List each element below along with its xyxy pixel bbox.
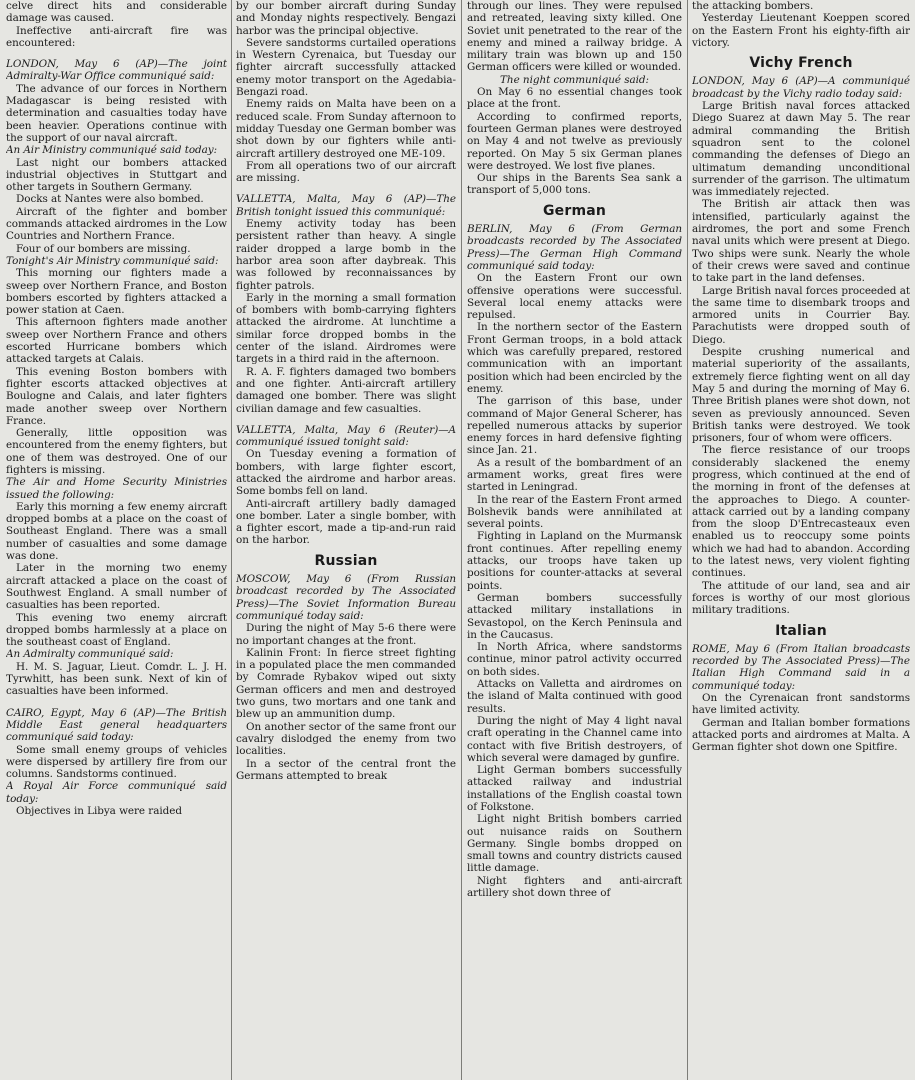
article-paragraph: According to confirmed reports, fourteen German planes were destroyed on May 4 and not twelve as previously reported. On May 5 six German planes were destroyed. We lost five planes. <box>467 110 682 172</box>
communique-intro: ROME, May 6 (From Italian broadcasts recorded by The Associated Press)—The Italian High Command said in a communiqué today: <box>692 642 910 692</box>
article-paragraph: The British air attack then was intensified, particularly against the airdromes, the port and some French naval units which were present at Diego. Two ships were sunk. Nearly the whole of their crews were saved and continue to take part in the land defenses. <box>692 198 910 285</box>
article-paragraph: This afternoon fighters made another sweep over Northern France and others escorted Hurricane bombers which attacked targets at Calais. <box>6 316 227 366</box>
article-paragraph: This morning our fighters made a sweep over Northern France, and Boston bombers escorted by fighters attacked a power station at Caen. <box>6 267 227 317</box>
article-paragraph: In North Africa, where sandstorms continue, minor patrol activity occurred on both sides. <box>467 641 682 678</box>
article-paragraph: On the Eastern Front our own offensive operations were successful. Several local enemy attacks were repulsed. <box>467 272 682 322</box>
article-paragraph: The garrison of this base, under command of Major General Scherer, has repelled numerous attacks by superior enemy forces in hard defensive fighting since Jan. 21. <box>467 395 682 457</box>
communique-intro: The Air and Home Security Ministries issued the following: <box>6 476 227 501</box>
article-paragraph: the attacking bombers. <box>692 0 814 12</box>
article-paragraph: Enemy raids on Malta have been on a reduced scale. From Sunday afternoon to midday Tuesday one German bomber was shot down by our fighters while anti-aircraft artillery destroyed one ME-109. <box>236 98 456 160</box>
article-paragraph: celve direct hits and considerable damage was caused. <box>6 0 227 25</box>
article-paragraph: On Tuesday evening a formation of bombers, with large fighter escort, attacked the airdrome and harbor areas. Some bombs fell on land. <box>236 448 456 498</box>
column-4 <box>692 0 910 1080</box>
article-paragraph: Ineffective anti-aircraft fire was encountered: <box>6 24 227 49</box>
article-paragraph: This evening Boston bombers with fighter escorts attacked objectives at Boulogne and Calais, and later fighters made another sweep over Northern France. <box>6 365 227 427</box>
article-paragraph: R. A. F. fighters damaged two bombers and one fighter. Anti-aircraft artillery damaged one bomber. There was slight civilian damage and few casualties. <box>236 365 456 415</box>
article-paragraph: German bombers successfully attacked military installations in Sevastopol, on the Kerch Peninsula and in the Caucasus. <box>467 591 682 641</box>
article-paragraph: Severe sandstorms curtailed operations in Western Cyrenaica, but Tuesday our fighter aircraft successfully attacked enemy motor transport on the Agedabia-Bengazi road. <box>236 36 456 99</box>
column-2 <box>236 0 456 1080</box>
section-heading: German <box>542 202 607 219</box>
column-1 <box>6 0 227 1080</box>
article-paragraph: On May 6 no essential changes took place at the front. <box>467 86 682 111</box>
communique-intro: A Royal Air Force communiqué said today: <box>6 780 227 805</box>
column-rule <box>687 0 688 1080</box>
communique-intro: An Air Ministry communiqué said today: <box>6 144 218 157</box>
article-paragraph: Attacks on Valletta and airdromes on the island of Malta continued with good results. <box>467 678 682 715</box>
article-paragraph: Large British naval forces proceeded at the same time to disembark troops and armored units in Courrier Bay. Parachutists were dropped south of Diego. <box>692 284 910 346</box>
article-paragraph: In a sector of the central front the Germans attempted to break <box>236 757 456 782</box>
article-paragraph: Enemy activity today has been persistent rather than heavy. A single raider dropped a large bomb in the harbor area soon after daybreak. This was followed by reconnaissances by fighter patrols. <box>236 218 456 292</box>
article-paragraph: Kalinin Front: In fierce street fighting in a populated place the men commanded by Comrade Rybakov wiped out sixty German officers and men and destroyed two guns, two mortars and one tank and blew up an ammunition dump. <box>236 646 456 721</box>
article-paragraph: Our ships in the Barents Sea sank a transport of 5,000 tons. <box>467 172 682 197</box>
article-paragraph: Night fighters and anti-aircraft artillery shot down three of <box>467 874 682 900</box>
communique-intro: MOSCOW, May 6 (From Russian broadcast recorded by The Associated Press)—The Soviet Information Bureau communiqué today said: <box>236 573 456 622</box>
dateline-intro: VALLETTA, Malta, May 6 (AP)—The British tonight issued this communiqué: <box>236 193 456 218</box>
article-paragraph: During the night of May 5-6 there were no important changes at the front. <box>236 622 456 647</box>
article-paragraph: Aircraft of the fighter and bomber commands attacked airdromes in the Low Countries and Northern France. <box>6 205 227 243</box>
communique-intro: An Admiralty communiqué said: <box>6 648 174 661</box>
article-paragraph: In the rear of the Eastern Front armed Bolshevik bands were annihilated at several points. <box>467 493 682 531</box>
article-paragraph: Some small enemy groups of vehicles were dispersed by artillery fire from our columns. Sandstorms continued. <box>6 743 227 781</box>
article-paragraph: Despite crushing numerical and material superiority of the assailants, extremely fierce fighting went on all day May 5 and during the morning of May 6. Three British planes were shot down, not seven as previously announced. Seven British tanks were destroyed. We took prisoners, four of whom were officers. <box>692 346 910 445</box>
article-paragraph: Early this morning a few enemy aircraft dropped bombs at a place on the coast of Southeast England. There was a small number of casualties and some damage was done. <box>6 500 227 563</box>
article-paragraph: In the northern sector of the Eastern Front German troops, in a bold attack which was carefully prepared, restored communication with an important position which had been encircled by the enemy. <box>467 321 682 395</box>
communique-intro: BERLIN, May 6 (From German broadcasts recorded by The Associated Press)—The German High Command communiqué said today: <box>467 223 682 272</box>
article-paragraph: Last night our bombers attacked industrial objectives in Stuttgart and other targets in Southern Germany. <box>6 156 227 194</box>
article-paragraph: Docks at Nantes were also bombed. <box>16 193 204 206</box>
article-paragraph: through our lines. They were repulsed and retreated, leaving sixty killed. One Soviet unit penetrated to the rear of the enemy and mined a railway bridge. A military train was blown up and 150 German officers were killed or wounded. <box>467 0 682 74</box>
communique-intro: Tonight's Air Ministry communiqué said: <box>6 254 219 267</box>
article-paragraph: On the Cyrenaican front sandstorms have limited activity. <box>692 692 910 717</box>
article-paragraph: Early in the morning a small formation of bombers with bomb-carrying fighters attacked the airdrome. At lunchtime a similar force dropped bombs in the center of the island. Airdromes were targets in a third raid in the afternoon. <box>236 291 456 366</box>
section-heading: Italian <box>775 622 827 639</box>
article-paragraph: This evening two enemy aircraft dropped bombs harmlessly at a place on the southeast coast of England. <box>6 611 227 649</box>
communique-intro: The night communiqué said: <box>500 73 649 86</box>
article-paragraph: Anti-aircraft artillery badly damaged one bomber. Later a single bomber, with a fighter escort, made a tip-and-run raid on the harbor. <box>236 497 456 547</box>
column-3 <box>467 0 682 1080</box>
article-paragraph: Large British naval forces attacked Diego Suarez at dawn May 5. The rear admiral commanding the British squadron sent to the colonel commanding the defenses of Diego an ultimatum demanding unconditional surrender of the garrison. The ultimatum was immediately rejected. <box>692 100 910 199</box>
article-paragraph: Four of our bombers are missing. <box>16 242 191 255</box>
article-paragraph: H. M. S. Jaguar, Lieut. Comdr. L. J. H. Tyrwhitt, has been sunk. Next of kin of casualties have been informed. <box>6 660 227 698</box>
article-paragraph: From all operations two of our aircraft are missing. <box>236 159 456 185</box>
article-paragraph: Yesterday Lieutenant Koeppen scored on the Eastern Front his eighty-fifth air victory. <box>692 12 910 49</box>
article-paragraph: The attitude of our land, sea and air forces is worthy of our most glorious military traditions. <box>692 579 910 617</box>
section-heading: Russian <box>314 552 378 569</box>
article-paragraph: Fighting in Lapland on the Murmansk front continues. After repelling enemy attacks, our troops have taken up positions for counter-attacks at several points. <box>467 530 682 592</box>
article-paragraph: The fierce resistance of our troops considerably slackened the enemy progress, which continued at the end of the morning in front of the defenses at the approaches to Diego. A counter-attack carried out by a landing company from the sloop D'Entrecasteaux even enabled us to reoccupy some points which we had had to abandon. According to the latest news, very violent fighting continues. <box>692 444 910 580</box>
article-paragraph: Later in the morning two enemy aircraft attacked a place on the coast of Southwest England. A small number of casualties has been reported. <box>6 562 227 612</box>
article-paragraph: During the night of May 4 light naval craft operating in the Channel came into contact with five British destroyers, of which several were damaged by gunfire. <box>467 714 682 764</box>
article-paragraph: As a result of the bombardment of an armament works, great fires were started in Leningrad. <box>467 456 682 494</box>
column-rule <box>231 0 232 1080</box>
article-paragraph: Light night British bombers carried out nuisance raids on Southern Germany. Single bombs dropped on small towns and country districts caused little damage. <box>467 813 682 875</box>
article-paragraph: by our bomber aircraft during Sunday and Monday nights respectively. Bengazi harbor was the principal objective. <box>236 0 456 37</box>
dateline-intro: LONDON, May 6 (AP)—The joint Admiralty-War Office communiqué said: <box>6 58 227 83</box>
dateline-intro: VALLETTA, Malta, May 6 (Reuter)—A communiqué issued tonight said: <box>236 423 456 449</box>
article-paragraph: On another sector of the same front our cavalry dislodged the enemy from two localities. <box>236 720 456 758</box>
section-heading: Vichy French <box>749 55 853 72</box>
article-paragraph: The advance of our forces in Northern Madagascar is being resisted with determination and casualties today have been heavier. Operations continue with the support of our naval aircraft. <box>6 82 227 144</box>
dateline-intro: CAIRO, Egypt, May 6 (AP)—The British Middle East general headquarters communiqué said today: <box>6 706 227 744</box>
column-rule <box>461 0 462 1080</box>
article-paragraph: German and Italian bomber formations attacked ports and airdromes at Malta. A German fighter shot down one Spitfire. <box>692 716 910 754</box>
article-paragraph: Light German bombers successfully attacked railway and industrial installations of the English coastal town of Folkstone. <box>467 764 682 813</box>
article-paragraph: Generally, little opposition was encountered from the enemy fighters, but one of them was destroyed. One of our fighters is missing. <box>6 427 227 476</box>
article-paragraph: Objectives in Libya were raided <box>16 805 182 817</box>
communique-intro: LONDON, May 6 (AP)—A communiqué broadcast by the Vichy radio today said: <box>692 75 910 100</box>
